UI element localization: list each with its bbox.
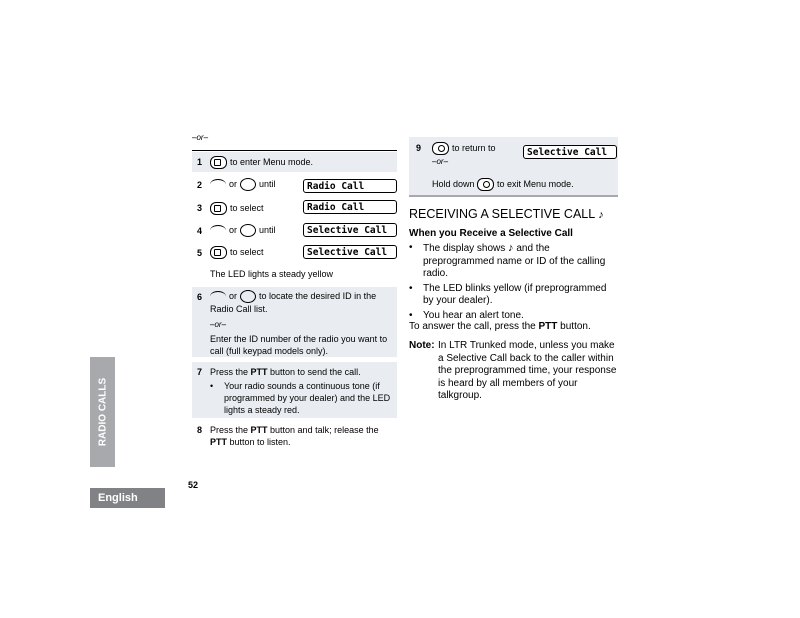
step-number: 3: [197, 203, 203, 213]
step-number: 5: [197, 248, 203, 258]
ptt-label: PTT: [538, 321, 558, 332]
step-label: Press the: [210, 425, 251, 435]
section-tab: [90, 357, 115, 467]
scroll-up-icon: [210, 179, 226, 190]
divider: [409, 195, 618, 197]
step-bullets: [210, 380, 396, 416]
ptt-label: PTT: [210, 437, 227, 447]
divider: [192, 150, 397, 151]
section-heading: [409, 207, 604, 221]
display-readout: Selective Call: [303, 245, 397, 259]
bullet-item: • The LED blinks yellow (if preprogrammed by your dealer).: [409, 283, 617, 308]
step-label: to select: [230, 203, 264, 213]
language-tab: [90, 488, 165, 508]
or-separator: –or–: [432, 157, 449, 166]
step-text: [432, 178, 574, 191]
step-text: [210, 366, 361, 378]
step-label: Press the: [210, 367, 251, 377]
or-separator: –or–: [210, 320, 227, 329]
step-number: 7: [197, 367, 203, 377]
scroll-up-icon: [210, 225, 226, 236]
answer-text: To answer the call, press the: [409, 321, 539, 332]
step-note: The LED lights a steady yellow: [210, 269, 334, 279]
subheading: When you Receive a Selective Call: [409, 228, 573, 239]
step-label: button to listen.: [227, 437, 291, 447]
step-label: button to send the call.: [267, 367, 361, 377]
receive-bullets: [409, 242, 617, 322]
step-label: to exit Menu mode.: [497, 179, 574, 189]
display-readout: Radio Call: [303, 200, 397, 214]
step-label: to return to: [452, 143, 496, 153]
scroll-up-icon: [210, 291, 226, 302]
section-tab-label: RADIO CALLS: [97, 377, 108, 447]
scroll-down-icon: [240, 224, 256, 237]
music-note-icon: ♪: [598, 209, 604, 221]
step-number: 8: [197, 425, 203, 435]
step-number: 6: [197, 292, 203, 302]
display-readout: Selective Call: [303, 223, 397, 237]
home-button-icon: [477, 178, 494, 191]
or-word: or: [229, 291, 238, 301]
bullet-text: The display shows: [423, 243, 506, 254]
bullet-item: • You hear an alert tone.: [409, 310, 617, 323]
step-number: 1: [197, 157, 203, 167]
ptt-label: PTT: [250, 367, 268, 377]
menu-button-icon: [210, 156, 227, 169]
language-tab-label: English: [98, 492, 138, 504]
step-label: button and talk; release the: [267, 425, 379, 435]
step-label: to locate the desired ID in the Radio Call list.: [210, 291, 377, 315]
step-label: to select: [230, 247, 264, 257]
ptt-label: PTT: [250, 425, 268, 435]
display-readout: Radio Call: [303, 179, 397, 193]
step-text: [432, 142, 496, 155]
answer-instruction: [409, 321, 591, 334]
or-separator: –or–: [192, 133, 209, 142]
music-note-icon: ♪: [508, 242, 514, 254]
bullet-text: and the preprogrammed name or ID of the calling radio.: [423, 243, 606, 279]
step-text: [210, 178, 276, 191]
step-number: 4: [197, 226, 203, 236]
until-word: until: [259, 179, 276, 189]
step-text-alt: Enter the ID number of the radio you want to call (full keypad models only).: [210, 334, 388, 356]
step-text: [210, 156, 313, 169]
menu-button-icon: [210, 202, 227, 215]
heading-text: RECEIVING A SELECTIVE CALL: [409, 207, 595, 221]
or-word: or: [229, 225, 238, 235]
home-button-icon: [432, 142, 449, 155]
step-text: [210, 424, 396, 448]
note-text: In LTR Trunked mode, unless you make a Selective Call back to the caller within the preprogrammed time, your response is heard by all members of your talkgroup.: [438, 340, 617, 401]
step-text: [210, 224, 276, 237]
scroll-down-icon: [240, 178, 256, 191]
scroll-down-icon: [240, 290, 256, 303]
menu-button-icon: [210, 246, 227, 259]
or-word: or: [229, 179, 238, 189]
step-number: 2: [197, 180, 203, 190]
step-label: to enter Menu mode.: [230, 157, 314, 167]
bullet-item: [409, 242, 617, 281]
until-word: until: [259, 225, 276, 235]
bullet-item: • Your radio sounds a continuous tone (if programmed by your dealer) and the LED lights a steady red.: [210, 380, 396, 416]
note-label: Note:: [409, 340, 435, 351]
answer-text: button.: [557, 321, 591, 332]
display-readout: Selective Call: [523, 145, 617, 159]
step-text: [210, 290, 396, 315]
step-label: Hold down: [432, 179, 475, 189]
step-text: [210, 202, 264, 215]
step-number: 9: [416, 143, 422, 153]
step-text: [210, 246, 264, 259]
page-number: 52: [188, 480, 199, 490]
